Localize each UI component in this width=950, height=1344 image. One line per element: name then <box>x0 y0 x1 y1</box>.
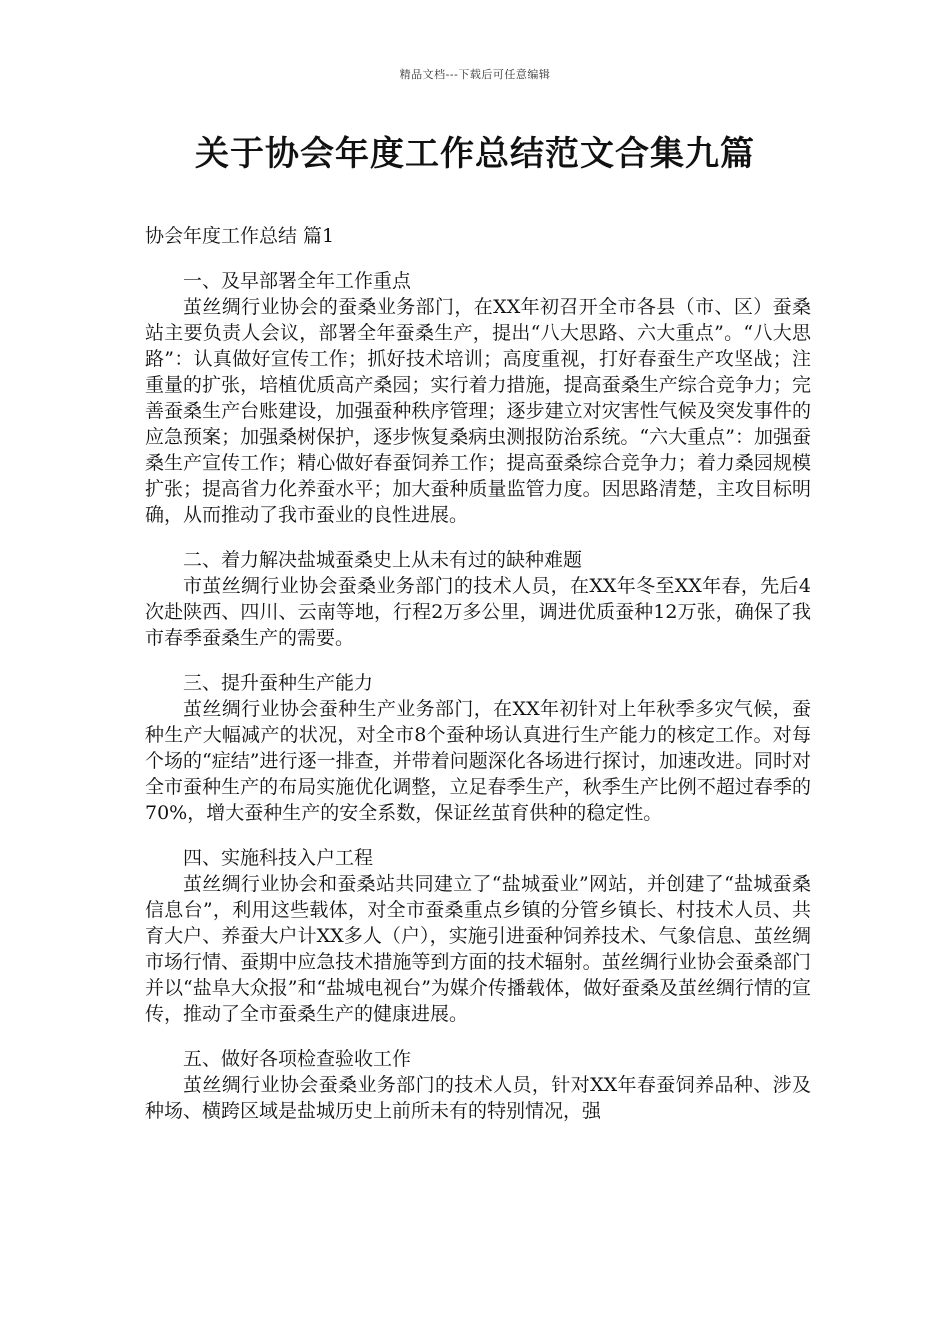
section-2 <box>145 547 811 651</box>
section-paragraph: 茧丝绸行业协会和蚕桑站共同建立了“盐城蚕业”网站，并创建了“盐城蚕桑信息台”，利用这些载体，对全市蚕桑重点乡镇的分管乡镇长、村技术人员、共育大户、养蚕大户计XX多人（户），实施引进蚕种饲养技术、气象信息、茧丝绸市场行情、蚕期中应急技术措施等到方面的技术辐射。茧丝绸行业协会蚕桑部门并以“盐阜大众报”和“盐城电视台”为媒介传播载体，做好蚕桑及茧丝绸行情的宣传，推动了全市蚕桑生产的健康进展。 <box>145 873 811 1025</box>
section-heading: 二、着力解决盐城蚕桑史上从未有过的缺种难题 <box>183 549 583 571</box>
section-heading: 一、及早部署全年工作重点 <box>183 270 412 292</box>
section-1 <box>145 268 811 528</box>
section-paragraph: 茧丝绸行业协会蚕种生产业务部门，在XX年初针对上年秋季多灾气候，蚕种生产大幅减产的状况，对全市8个蚕种场认真进行生产能力的核定工作。对每个场的“症结”进行逐一排查，并带着问题深化各场进行探讨，加速改进。同时对全市蚕种生产的布局实施优化调整，立足春季生产，秋季生产比例不超过春季的70%，增大蚕种生产的安全系数，保证丝茧育供种的稳定性。 <box>145 698 811 824</box>
document-title: 关于协会年度工作总结范文合集九篇 <box>195 134 755 174</box>
section-paragraph: 茧丝绸行业协会蚕桑业务部门的技术人员，针对XX年春蚕饲养品种、涉及种场、横跨区域是盐城历史上前所未有的特别情况，强 <box>145 1074 811 1122</box>
section-heading: 三、提升蚕种生产能力 <box>183 672 374 694</box>
section-3 <box>145 670 811 826</box>
section-paragraph: 茧丝绸行业协会的蚕桑业务部门，在XX年初召开全市各县（市、区）蚕桑站主要负责人会议，部署全年蚕桑生产，提出“八大思路、六大重点”。“八大思路”：认真做好宣传工作；抓好技术培训；高度重视，打好春蚕生产攻坚战；注重量的扩张，培植优质高产桑园；实行着力措施，提高蚕桑生产综合竞争力；完善蚕桑生产台账建设，加强蚕种秩序管理；逐步建立对灾害性气候及突发事件的应急预案；加强桑树保护，逐步恢复桑病虫测报防治系统。“六大重点”：加强蚕桑生产宣传工作；精心做好春蚕饲养工作；提高蚕桑综合竞争力；着力桑园规模扩张；提高省力化养蚕水平；加大蚕种质量监管力度。因思路清楚，主攻目标明确，从而推动了我市蚕业的良性进展。 <box>145 296 811 526</box>
section-4 <box>145 845 811 1027</box>
section-5 <box>145 1046 811 1124</box>
header-note: 精品文档---下载后可任意编辑 <box>399 68 551 81</box>
document-body <box>145 223 811 1143</box>
section-heading: 四、实施科技入户工程 <box>183 847 374 869</box>
article-subtitle: 协会年度工作总结 篇1 <box>145 225 335 247</box>
section-heading: 五、做好各项检查验收工作 <box>183 1048 412 1070</box>
section-paragraph: 市茧丝绸行业协会蚕桑业务部门的技术人员，在XX年冬至XX年春，先后4次赴陕西、四川、云南等地，行程2万多公里，调进优质蚕种12万张，确保了我市春季蚕桑生产的需要。 <box>145 575 811 649</box>
